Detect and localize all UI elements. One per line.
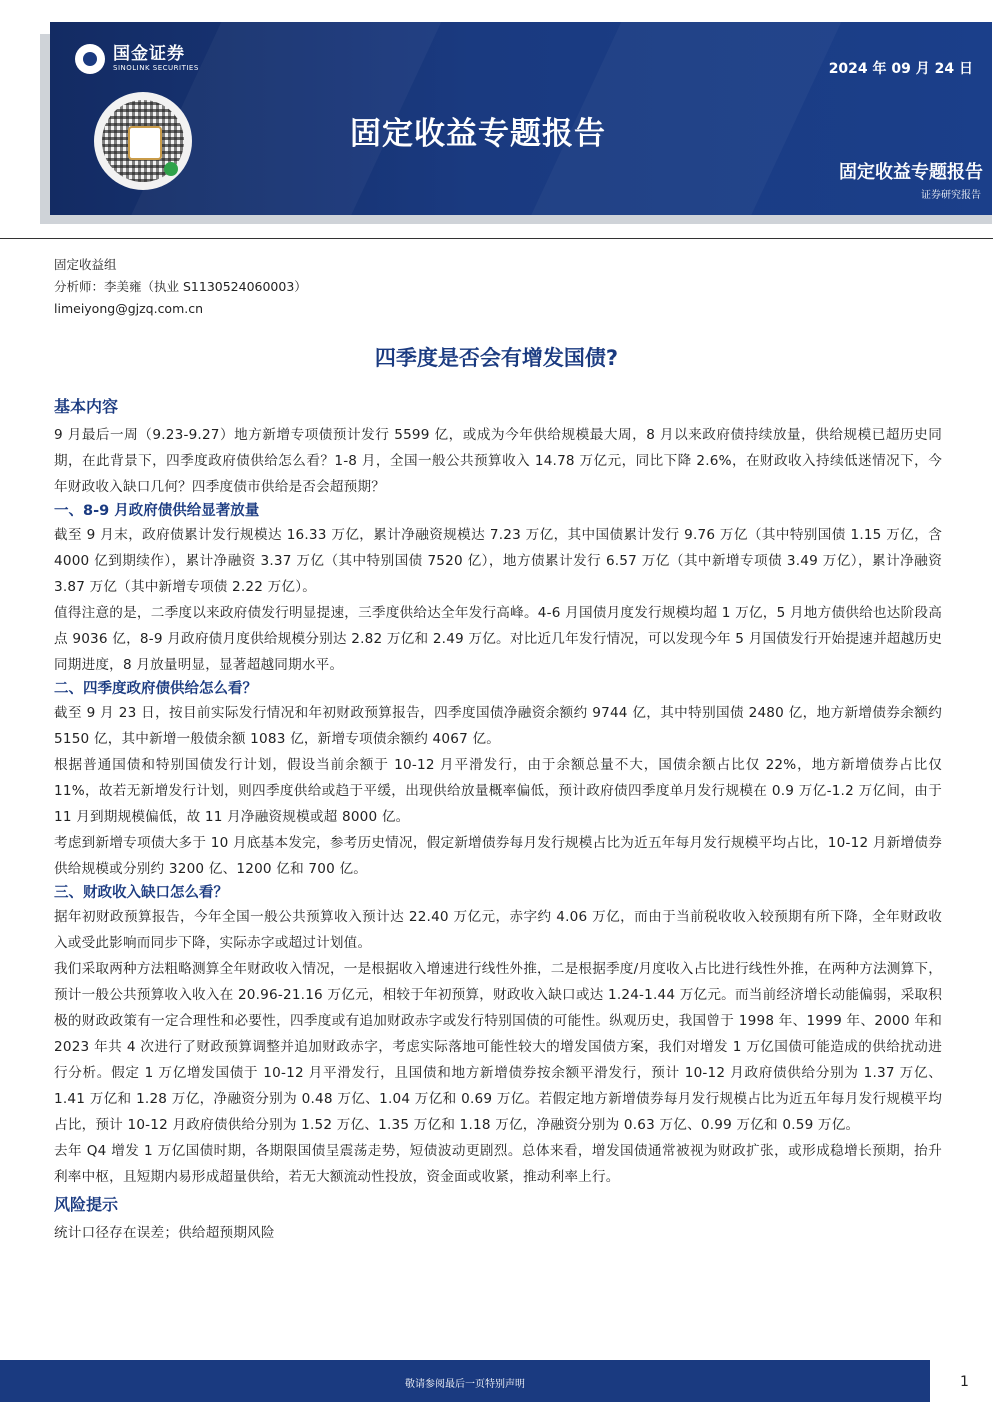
logo-cn: 国金证券 xyxy=(113,44,185,64)
analyst-line: 分析师：李美雍（执业 S1130524060003） xyxy=(54,279,307,294)
paragraph: 我们采取两种方法粗略测算全年财政收入情况，一是根据收入增速进行线性外推，二是根据季度/月度收入占比进行线性外推，在两种方法测算下，预计一般公共预算收入收入在 20.96-21.16 万亿元，相较于年初预算，财政收入缺口或达 1.24-1.44 万亿元。而当前经济增长动能偏弱，采取积极的财政政策有一定合理性和必要性，四季度或有追加财政赤字或发行特别国债的可能性。纵观历史，我国曾于 1998 年、1999 年、2000 年和 2023 年共 4 次进行了财政预算调整并追加财政赤字，考虑实际落地可能性较大的增发国债方案，我们对增发 1 万亿国债可能造成的供给扰动进行分析。假定 1 万亿增发国债于 10-12 月平滑发行，且国债和地方新增债券按余额平滑发行，预计 10-12 月政府债供给分别为 1.37 万亿、1.41 万亿和 1.28 万亿，净融资分别为 0.48 万亿、1.04 万亿和 0.69 万亿。若假定地方新增债券每月发行规模占比为近五年每月发行规模平均占比，预计 10-12 月政府债供给分别为 1.52 万亿、1.35 万亿和 1.18 万亿，净融资分别为 0.63 万亿、0.99 万亿和 0.59 万亿。 xyxy=(54,961,942,1133)
qr-center-logo xyxy=(128,126,162,160)
company-logo xyxy=(75,44,199,74)
paragraph: 截至 9 月末，政府债累计发行规模达 16.33 万亿，累计净融资规模达 7.23 万亿，其中国债累计发行 9.76 万亿（其中特别国债 1.15 万亿，含 4000 亿到期续作），累计净融资 3.37 万亿（其中特别国债 7520 亿），地方债累计发行 6.57 万亿（其中新增专项债 3.49 万亿），累计净融资 3.87 万亿（其中新增专项债 2.22 万亿）。 xyxy=(54,527,942,595)
paragraph: 根据普通国债和特别国债发行计划，假设当前余额于 10-12 月平滑发行，由于余额总量不大，国债余额占比仅 22%，地方新增债券占比仅 11%，故若无新增发行计划，则四季度供给或趋于平缓，出现供给放量概率偏低，预计政府债四季度单月发行规模在 0.9 万亿-1.2 万亿间，由于 11 月到期规模偏低，故 11 月净融资规模或超 8000 亿。 xyxy=(54,757,942,825)
section-heading-risk: 风险提示 xyxy=(54,1195,119,1214)
section-heading-2: 二、四季度政府债供给怎么看？ xyxy=(54,681,257,697)
qr-code-icon xyxy=(94,92,192,190)
report-subtype: 证券研究报告 xyxy=(921,190,981,201)
logo-mark-icon xyxy=(75,44,105,74)
header-divider xyxy=(0,238,993,239)
document-title: 四季度是否会有增发国债? xyxy=(374,346,619,370)
logo-text xyxy=(113,45,199,73)
section-heading-1: 一、8-9 月政府债供给显著放量 xyxy=(54,503,260,519)
report-date: 2024 年 09 月 24 日 xyxy=(828,61,973,77)
paragraph: 去年 Q4 增发 1 万亿国债时期，各期限国债呈震荡走势，短债波动更剧烈。总体来看，增发国债通常被视为财政扩张，或形成稳增长预期，抬升利率中枢，且短期内易形成超量供给，若无大额流动性投放，资金面或收紧，推动利率上行。 xyxy=(54,1143,942,1185)
author-block xyxy=(54,254,307,320)
paragraph: 据年初财政预算报告，今年全国一般公共预算收入预计达 22.40 万亿元，赤字约 4.06 万亿，而由于当前税收收入较预期有所下降，全年财政收入或受此影响而同步下降，实际赤字或超过计划值。 xyxy=(54,909,942,951)
paragraph: 值得注意的是，二季度以来政府债发行明显提速，三季度供给达全年发行高峰。4-6 月国债月度发行规模均超 1 万亿，5 月地方债供给也达阶段高点 9036 亿，8-9 月政府债月度供给规模分别达 2.82 万亿和 2.49 万亿。对比近几年发行情况，可以发现今年 5 月国债发行开始提速并超越历史同期进度，8 月放量明显，显著超越同期水平。 xyxy=(54,605,942,673)
report-body xyxy=(54,392,942,1246)
logo-en: SINOLINK SECURITIES xyxy=(113,64,199,72)
section-heading-basic: 基本内容 xyxy=(54,397,119,416)
mini-program-badge-icon xyxy=(164,162,178,176)
section-heading-3: 三、财政收入缺口怎么看？ xyxy=(54,885,228,901)
analyst-email[interactable]: limeiyong@gjzq.com.cn xyxy=(54,301,204,316)
report-type: 固定收益专题报告 xyxy=(839,162,983,183)
paragraph: 截至 9 月 23 日，按目前实际发行情况和年初财政预算报告，四季度国债净融资余额约 9744 亿，其中特别国债 2480 亿，地方新增债券余额约 5150 亿，其中新增一般债余额 1083 亿，新增专项债余额约 4067 亿。 xyxy=(54,705,942,747)
page-number: 1 xyxy=(960,1374,969,1390)
footer-notice: 敬请参阅最后一页特别声明 xyxy=(405,1379,525,1390)
research-group: 固定收益组 xyxy=(54,257,117,272)
paragraph: 9 月最后一周（9.23-9.27）地方新增专项债预计发行 5599 亿，或成为今年供给规模最大周，8 月以来政府债持续放量，供给规模已超历史同期，在此背景下，四季度政府债供给怎么看？1-8 月，全国一般公共预算收入 14.78 万亿元，同比下降 2.6%，在财政收入持续低迷情况下，今年财政收入缺口几何？四季度债市供给是否会超预期？ xyxy=(54,427,942,495)
banner-title: 固定收益专题报告 xyxy=(350,116,606,152)
paragraph: 考虑到新增专项债大多于 10 月底基本发完，参考历史情况，假定新增债券每月发行规模占比为近五年每月发行规模平均占比，10-12 月新增债券供给规模或分别约 3200 亿、1200 亿和 700 亿。 xyxy=(54,835,942,877)
paragraph: 统计口径存在误差；供给超预期风险 xyxy=(54,1225,275,1241)
